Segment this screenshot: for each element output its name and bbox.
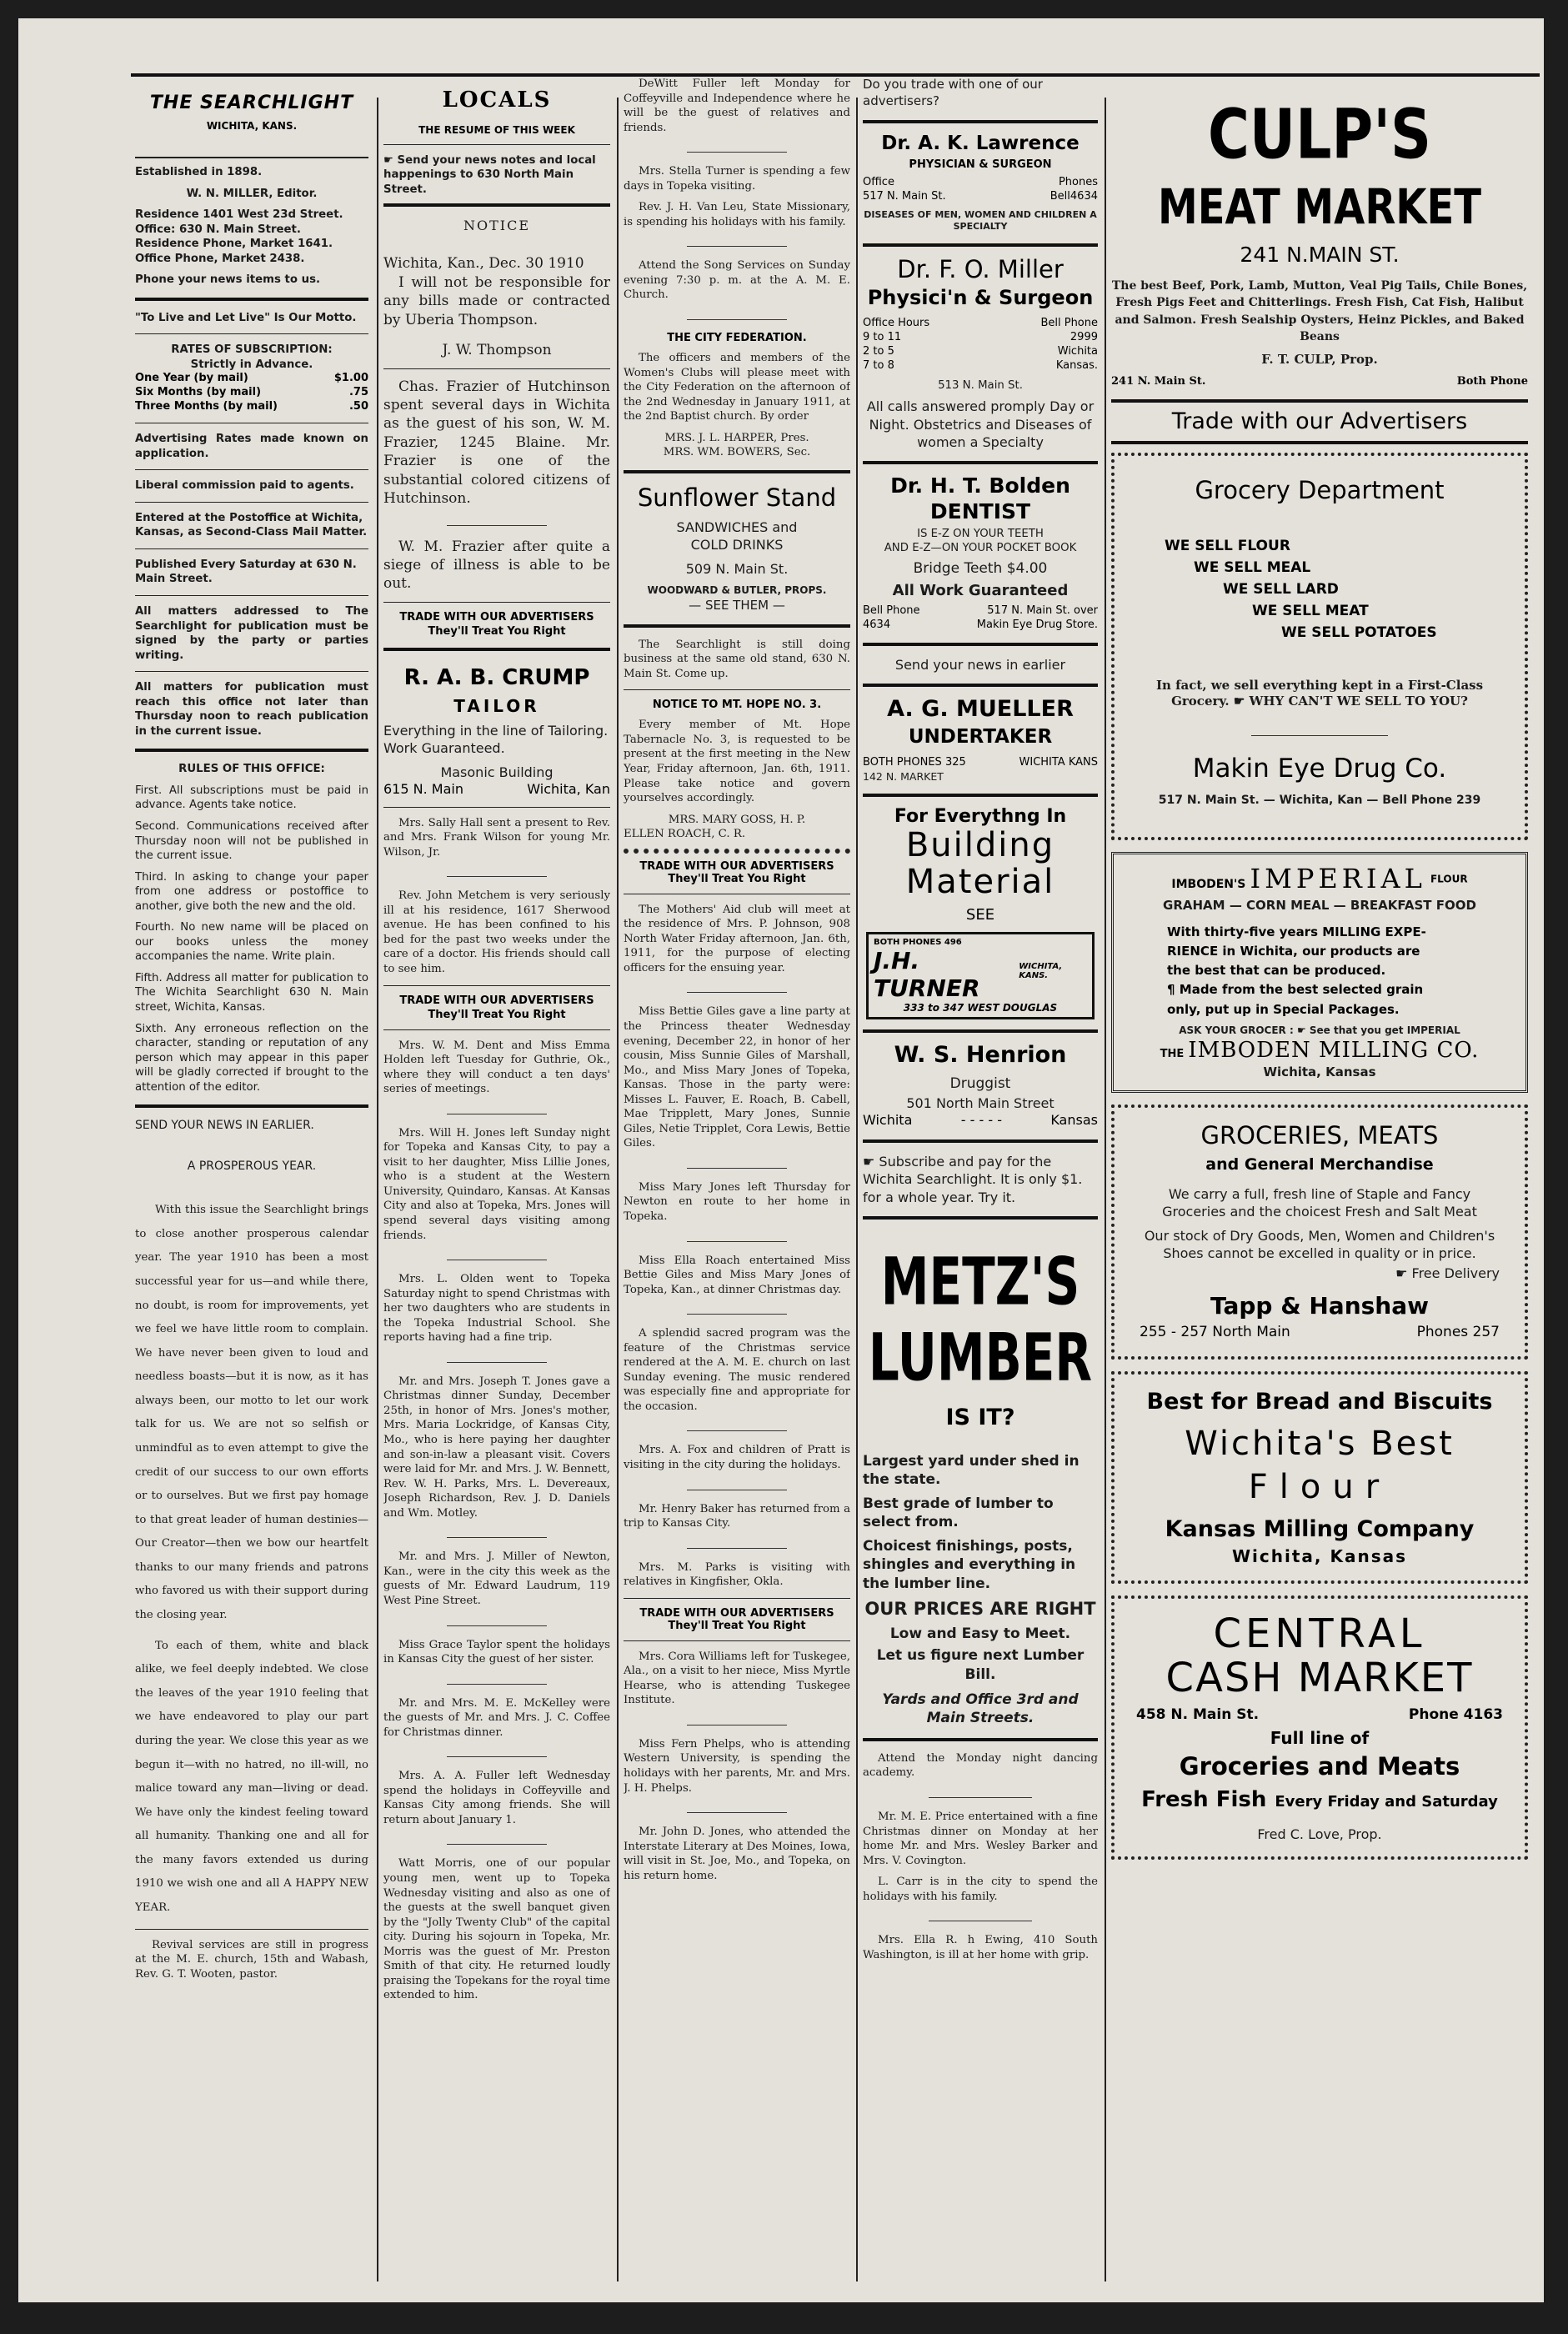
rule: Fourth. No new name will be placed on our books unless the money accompanies the name. Write plain. bbox=[135, 921, 368, 964]
masthead-title: THE SEARCHLIGHT bbox=[149, 93, 354, 113]
rules-title: RULES OF THIS OFFICE: bbox=[178, 763, 325, 776]
building-line: Material bbox=[905, 863, 1055, 902]
mueller-title: UNDERTAKER bbox=[908, 725, 1053, 748]
trade-sub: They'll Treat You Right bbox=[668, 872, 806, 885]
bolden-title: DENTIST bbox=[929, 499, 1031, 524]
tapp-ad: GROCERIES, MEATS and General Merchandise We carry a full, fresh line of Staple and Fancy Groceries and the choicest Fresh and Salt Meat Our stock of Dry Goods, Men, Women and Children's Shoes cannot be excelled in quality or in price. ☛ Free Delivery Tapp & Hanshaw 255 - 257 North Main Phones 257 bbox=[1111, 1104, 1528, 1359]
rate-row: One Year (by mail) $1.00 bbox=[135, 372, 368, 385]
column-rule bbox=[377, 98, 378, 2281]
news-item: Miss Ella Roach entertained Miss Bettie Giles and Miss Mary Jones of Topeka, Kan., at dinner Christmas day. bbox=[624, 1254, 850, 1296]
imboden-ad: IMBODEN'S IMPERIAL $^{FLOUR}$ GRAHAM — CORN MEAL — BREAKFAST FOOD With thirty-five years MILLING EXPE- RIENCE in Wichita, our products are the best that can be produced. ¶ Made from the best selected grain only, put up in Special Packages. ASK YOUR GROCER : ☛ See that you get IMPERIAL THE IMBODEN MILLING CO. Wichita, Kansas bbox=[1111, 852, 1528, 1094]
metz-question: IS IT? bbox=[945, 1405, 1015, 1431]
rule: First. All subscriptions must be paid in advance. Agents take notice. bbox=[135, 784, 368, 812]
miller-address: 513 N. Main St. bbox=[938, 378, 1023, 392]
newspaper-page bbox=[18, 18, 1544, 2302]
metz-title: LUMBER bbox=[868, 1320, 1093, 1396]
rate-row: Three Months (by mail) .50 bbox=[135, 400, 368, 413]
news-item: L. Carr is in the city to spend the holidays with his family. bbox=[863, 1876, 1098, 1903]
culp-body: The best Beef, Pork, Lamb, Mutton, Veal Pig Tails, Chile Bones, Fresh Pigs Feet and Chitterlings. Fresh Fish, Cat Fish, Halibut and Salmon. Fresh Sealship Oysters, Heinz Pickles, and Baked Beans bbox=[1111, 279, 1528, 343]
bolden-name: Dr. H. T. Bolden bbox=[890, 473, 1070, 498]
residence-phone: Residence Phone, Market 1641. bbox=[135, 238, 333, 251]
miller-title: Physici'n & Surgeon bbox=[867, 285, 1094, 309]
news-item: Mrs. A. Fox and children of Pratt is visiting in the city during the holidays. bbox=[624, 1444, 850, 1472]
advertising-rates: Advertising Rates made known on application. bbox=[135, 433, 368, 460]
prosperous-title: A PROSPEROUS YEAR. bbox=[187, 1159, 317, 1173]
news-item: Mr. Henry Baker has returned from a trip to Kansas City. bbox=[624, 1502, 850, 1530]
crump-city: Wichita, Kan bbox=[527, 780, 610, 797]
imboden-company: IMBODEN MILLING CO. bbox=[1188, 1037, 1480, 1063]
trade-banner: TRADE WITH OUR ADVERTISERS bbox=[399, 994, 594, 1007]
news-item: A splendid sacred program was the feature of the Christmas service rendered at the A. M. E. church on last Sunday evening. The music rendered was especially fine and appropriate for the occasion. bbox=[624, 1327, 850, 1413]
column-rule bbox=[1105, 98, 1106, 2281]
news-item: Mr. and Mrs. J. Miller of Newton, Kan., were in the city this week as the guests of Mr. Edward Laudrum, 119 West Pine Street. bbox=[383, 1550, 610, 1607]
column-display-ads: CULP'S MEAT MARKET 241 N.MAIN ST. The best Beef, Pork, Lamb, Mutton, Veal Pig Tails, Chile Bones, Fresh Pigs Feet and Chitterlings. Fresh Fish, Cat Fish, Halibut and Salmon. Fresh Sealship Oysters, Heinz Pickles, and Baked Beans F. T. CULP, Prop. 241 N. Main St. Both Phone Trade with our Advertisers Grocery Department WE SELL FLOUR WE SELL MEAL WE SELL LARD WE SELL MEAT WE SELL POTATOES In fact, we sell everything kept in a First-Class Grocery. ☛ WHY CAN'T WE SELL TO YOU? Makin Eye Drug Co. 517 N. Main St. — Wichita, Kan — Bell Phone 239 IMBODEN'S IMPERIAL $^{FLOUR}$ GRAHAM — CORN MEAL — BREAKFAST FOOD With thirty-five years MILLING EXPE- RIENCE in Wichita, our products are the best that can be produced. ¶ Made from the best selected grain only, put up in Special Packages. ASK YOUR GROCER : ☛ See that you get IMPERIAL THE IMBODEN MILLING CO. Wichita, Kansas GROCERIES, MEATS and General Merchandise We carry a full, fresh line of Staple and Fancy Groceries and the choicest Fresh and Salt Meat Our stock of Dry Goods, Men, Women and Children's Shoes cannot be excelled in quality or in price. ☛ Free Delivery Tapp & Hanshaw 255 - 257 North Main Phones 257 Best for Bread and Biscuits Wichita's Best Flour Kansas Milling Company Wichita, Kansas CENTRAL CASH MARKET 458 N. Main St. Phone 4163 Full line of Groceries and Meats Fresh Fish Every Friday and Saturday Fred C. Love, Prop. bbox=[1111, 77, 1528, 1871]
tapp-name: Tapp & Hanshaw bbox=[1210, 1291, 1429, 1320]
turner-logo: BOTH PHONES 496 J.H. TURNER WICHITA, KANS. 333 to 347 WEST DOUGLAS bbox=[866, 932, 1095, 1019]
federation-title: THE CITY FEDERATION. bbox=[667, 332, 807, 345]
federation-president: MRS. J. L. HARPER, Pres. bbox=[664, 431, 809, 444]
sunflower-address: 509 N. Main St. bbox=[685, 560, 789, 577]
turner-name: J.H. TURNER bbox=[874, 947, 980, 1003]
ccm-name: CASH MARKET bbox=[1165, 1654, 1474, 1701]
rule: Fifth. Address all matter for publication to The Wichita Searchlight 630 N. Main street, Wichita, Kansas. bbox=[135, 971, 368, 1014]
sunflower-props: WOODWARD & BUTLER, PROPS. bbox=[647, 584, 827, 597]
sunflower-line: COLD DRINKS bbox=[690, 536, 784, 553]
central-cash-market-ad: CENTRAL CASH MARKET 458 N. Main St. Phone 4163 Full line of Groceries and Meats Fresh Fish Every Friday and Saturday Fred C. Love, Prop. bbox=[1111, 1595, 1528, 1860]
grocery-title: Grocery Department bbox=[1195, 475, 1445, 504]
published: Published Every Saturday at 630 N. Main Street. bbox=[135, 558, 357, 586]
rates-title: RATES OF SUBSCRIPTION: bbox=[171, 343, 333, 357]
notice-date: Wichita, Kan., Dec. 30 1910 bbox=[383, 255, 584, 273]
news-item: DeWitt Fuller left Monday for Coffeyville and Independence where he will be the guest of relatives and friends. bbox=[624, 78, 850, 134]
henrion-name: W. S. Henrion bbox=[894, 1042, 1067, 1069]
send-notes: ☛ Send your news notes and local happenings to 630 North Main Street. bbox=[383, 153, 596, 196]
sunflower-see: — SEE THEM — bbox=[689, 597, 785, 613]
news-item: Rev. John Metchem is very seriously ill at his residence, 1617 Sherwood avenue. He has been confined to his bed for the past two weeks under the care of a doctor. His friends should call to see him. bbox=[383, 889, 610, 975]
crump-building: Masonic Building bbox=[440, 764, 554, 780]
news-item: Mrs. Sally Hall sent a present to Rev. and Mrs. Frank Wilson for young Mr. Wilson, Jr. bbox=[383, 816, 610, 859]
kansas-milling-name: Kansas Milling Company bbox=[1165, 1516, 1475, 1543]
entered: Entered at the Postoffice at Wichita, Kansas, as Second-Class Mail Matter. bbox=[135, 511, 368, 539]
trade-banner: TRADE WITH OUR ADVERTISERS bbox=[639, 859, 834, 873]
rate-row: Six Months (by mail) .75 bbox=[135, 386, 368, 399]
editor: W. N. MILLER, Editor. bbox=[186, 187, 318, 200]
culp-address: 241 N.MAIN ST. bbox=[1240, 242, 1400, 267]
rule: Second. Communications received after Thursday noon will not be published in the current issue. bbox=[135, 819, 368, 863]
ccm-prop: Fred C. Love, Prop. bbox=[1257, 1826, 1382, 1842]
office-phone: Office Phone, Market 2438. bbox=[135, 252, 305, 265]
established: Established in 1898. bbox=[135, 166, 263, 178]
news-item: Attend the Monday night dancing academy. bbox=[863, 1751, 1098, 1780]
lawrence-specialty: DISEASES OF MEN, WOMEN AND CHILDREN A SPECIALTY bbox=[864, 208, 1097, 233]
tapp-title: GROCERIES, MEATS bbox=[1200, 1121, 1439, 1150]
rule: Third. In asking to change your paper from one address or postoffice to another, give both the new and the old. bbox=[135, 870, 368, 913]
office-address: Office: 630 N. Main Street. bbox=[135, 223, 301, 236]
culp-title: CULP'S bbox=[1207, 95, 1432, 175]
trade-sub: They'll Treat You Right bbox=[428, 1008, 566, 1021]
lawrence-title: PHYSICIAN & SURGEON bbox=[909, 158, 1052, 171]
prosperous-p1: With this issue the Searchlight brings to close another prosperous calendar year. The year 1910 has been a most successful year for us—and while there, no doubt, is room for improvements, yet we feel we have little room to complain. We have never been given to loud and needless boasts—but it is now, as it has always been, our motto to let our work talk for us. We are not so selfish or unmindful as to even attempt to give the credit of our success to our own efforts or to ourselves. But we first pay homage to that great leader of human destinies—Our Creator—then we bow our heartfelt thanks to our many friends and patrons who favored us with their support during the closing year. bbox=[135, 1204, 368, 1622]
federation-body: The officers and members of the Women's Clubs will please meet with the City Federation on the afternoon of the 2nd Wednesday in January 1911, at the 2nd Baptist church. By order bbox=[624, 352, 850, 423]
lawrence-name: Dr. A. K. Lawrence bbox=[881, 132, 1080, 154]
news-item: Attend the Song Services on Sunday evening 7:30 p. m. at the A. M. E. Church. bbox=[624, 259, 850, 302]
column-rule bbox=[617, 98, 619, 2281]
still-doing: The Searchlight is still doing business at the same old stand, 630 N. Main St. Come up. bbox=[624, 638, 850, 680]
news-item: Miss Grace Taylor spent the holidays in Kansas City the guest of her sister. bbox=[383, 1638, 610, 1666]
locals-title: LOCALS bbox=[442, 88, 552, 113]
mt-hope-title: NOTICE TO MT. HOPE NO. 3. bbox=[652, 699, 822, 712]
news-item: Mrs. A. A. Fuller left Wednesday spend the holidays in Coffeyville and Kansas City among friends. She will return about January 1. bbox=[383, 1770, 610, 1826]
news-item: W. M. Frazier after quite a siege of illness is able to be out. bbox=[383, 538, 610, 593]
sunflower-line: SANDWICHES and bbox=[676, 518, 798, 535]
notice-body: I will not be responsible for any bills made or contracted by Uberia Thompson. bbox=[383, 273, 610, 328]
bolden-guarantee: All Work Guaranteed bbox=[892, 582, 1069, 600]
news-item: Mrs. Stella Turner is spending a few days in Topeka visiting. bbox=[624, 165, 850, 193]
trade-question: Do you trade with one of our advertisers? bbox=[863, 77, 1043, 108]
mt-hope-body: Every member of Mt. Hope Tabernacle No. 3, is requested to be present at the first meeting in the New Year, Friday afternoon, Jan. 6th, 1911. Please take notice and govern yourselves accordingly. bbox=[624, 719, 850, 805]
column-advertisements: Do you trade with one of our advertisers? Dr. A. K. Lawrence PHYSICIAN & SURGEON Office Phones 517 N. Main St. Bell4634 DISEASES OF MEN, WOMEN AND CHILDREN A SPECIALTY Dr. F. O. Miller Physici'n & Surgeon Office Hours Bell Phone 9 to 11 2999 2 to 5 Wichita 7 to 8 Kansas. 513 N. Main St. All calls answered promply Day or Night. Obstetrics and Diseases of women a Specialty Dr. H. T. Bolden DENTIST IS E-Z ON YOUR TEETH AND E-Z—ON YOUR POCKET BOOK Bridge Teeth $4.00 All Work Guaranteed Bell Phone 517 N. Main St. over 4634 Makin Eye Drug Store. Send your news in earlier A. G. MUELLER UNDERTAKER BOTH PHONES 325 WICHITA KANS 142 N. MARKET For Everythng In Building Material SEE BOTH PHONES 496 J.H. TURNER WICHITA, KANS. 333 to 347 WEST DOUGLAS W. S. Henrion Druggist 501 North Main Street Wichita - - - - - Kansas ☛ Subscribe and pay for the Wichita Searchlight. It is only $1. for a whole year. Try it. METZ'S LUMBER IS IT? Largest yard under shed in the state. Best grade of lumber to select from. Choicest finishings, posts, shingles and everything in the lumber line. OUR PRICES ARE RIGHT Low and Easy to Meet. Let us figure next Lumber Bill. Yards and Office 3rd and Main Streets. Attend the Monday night dancing academy. Mr. M. E. Price entertained with a fine Christmas dinner on Monday at her home Mr. and Mrs. Wesley Barker and Mrs. V. Covington. L. Carr is in the city to spend the holidays with his family. Mrs. Ella R. h Ewing, 410 South Washington, is ill at her home with grip. bbox=[863, 77, 1098, 1961]
news-item: Rev. J. H. Van Leu, State Missionary, is spending his holidays with his family. bbox=[624, 201, 850, 228]
column-masthead bbox=[135, 77, 368, 1988]
send-earlier: Send your news in earlier bbox=[894, 656, 1066, 673]
federation-secretary: MRS. WM. BOWERS, Sec. bbox=[663, 446, 811, 459]
mt-hope-sig: MRS. MARY GOSS, H. P. bbox=[668, 813, 806, 826]
makin-address: 517 N. Main St. — Wichita, Kan — Bell Phone 239 bbox=[1158, 794, 1481, 808]
metz-title: METZ'S bbox=[880, 1243, 1080, 1320]
miller-calls: All calls answered promply Day or Night. Obstetrics and Diseases of women a Specialty bbox=[866, 398, 1095, 450]
makin-name: Makin Eye Drug Co. bbox=[1192, 754, 1447, 784]
trade-sub: They'll Treat You Right bbox=[668, 1619, 806, 1632]
phone-items: Phone your news items to us. bbox=[135, 273, 321, 287]
resume: THE RESUME OF THIS WEEK bbox=[418, 123, 575, 136]
crump-name: R. A. B. CRUMP bbox=[403, 664, 590, 690]
grocery-ad: Grocery Department WE SELL FLOUR WE SELL MEAL WE SELL LARD WE SELL MEAT WE SELL POTATOES In fact, we sell everything kept in a First-Class Grocery. ☛ WHY CAN'T WE SELL TO YOU? Makin Eye Drug Co. 517 N. Main St. — Wichita, Kan — Bell Phone 239 bbox=[1111, 453, 1528, 840]
news-item: Chas. Frazier of Hutchinson spent several days in Wichita as the guest of his son, W. M. Frazier, 1245 Blaine. Mr. Frazier is one of the substantial colored citizens of Hutchinson. bbox=[383, 378, 610, 508]
news-item: Mrs. Will H. Jones left Sunday night for Topeka and Kansas City, to pay a visit to her daughter, Miss Lillie Jones, who is a student at the Western University, Quindaro, Kansas. At Kansas City and also at Topeka, Mrs. Jones will spend several days visiting among friends. bbox=[383, 1126, 610, 1242]
news-item: Mr. and Mrs. M. E. McKelley were the guests of Mr. and Mrs. J. C. Coffee for Christmas dinner. bbox=[383, 1696, 610, 1739]
crump-title: TAILOR bbox=[453, 695, 540, 716]
news-item: Miss Bettie Giles gave a line party at the Princess theater Wednesday evening, December 22, in honor of her cousin, Miss Sunnie Giles of Marshall, Mo., and Miss Mary Jones of Topeka, Kansas. Those in the party were: Misses L. Fauver, E. Roach, B. Cabell, Mae Tripplett, Mary Jones, Sunnie Giles, Netie Tripplet, Cora Lewis, Bettie Giles. bbox=[624, 1005, 850, 1150]
trade-sub: They'll Treat You Right bbox=[428, 624, 566, 638]
rates-strict: Strictly in Advance. bbox=[190, 358, 313, 371]
sunflower-title: Sunflower Stand bbox=[637, 483, 837, 512]
all-matters-2: All matters for publication must reach this office not later than Thursday noon to reach publication in the current issue. bbox=[135, 681, 368, 738]
news-item: Mrs. Cora Williams left for Tuskegee, Ala., on a visit to her niece, Miss Myrtle Hearse, who is attending Tuskegee Institute. bbox=[624, 1650, 850, 1707]
building-line: For Everythng In bbox=[894, 806, 1067, 828]
crump-address: 615 N. Main bbox=[383, 780, 463, 797]
news-item: The Mothers' Aid club will meet at the residence of Mrs. P. Johnson, 908 North Water Friday afternoon, Jan. 6th, 1911, for the purpose of electing officers for the ensuing year. bbox=[624, 903, 850, 974]
trade-banner: TRADE WITH OUR ADVERTISERS bbox=[399, 610, 594, 624]
building-see: SEE bbox=[965, 906, 995, 924]
news-item: Mrs. M. Parks is visiting with relatives in Kingfisher, Okla. bbox=[624, 1560, 850, 1589]
miller-name: Dr. F. O. Miller bbox=[897, 255, 1064, 283]
motto: "To Live and Let Live" Is Our Motto. bbox=[135, 311, 357, 324]
bolden-bridge: Bridge Teeth $4.00 bbox=[913, 559, 1048, 577]
revival: Revival services are still in progress at the M. E. church, 15th and Wabash, Rev. G. T. Wooten, pastor. bbox=[135, 1938, 368, 1981]
column-rule bbox=[856, 98, 858, 2281]
building-line: Building bbox=[905, 826, 1055, 865]
mueller-name: A. G. MUELLER bbox=[887, 695, 1074, 722]
news-item: Miss Fern Phelps, who is attending Western University, is spending the holidays with her parents, Mr. and Mrs. J. H. Phelps. bbox=[624, 1737, 850, 1795]
commission: Liberal commission paid to agents. bbox=[135, 479, 354, 493]
culp-prop: F. T. CULP, Prop. bbox=[1261, 352, 1378, 368]
column-locals bbox=[383, 77, 610, 2010]
news-item: Mr. and Mrs. Joseph T. Jones gave a Christmas dinner Sunday, December 25th, in honor of Mrs. Jones's mother, Mrs. Maria Lockridge, of Kansas City, Mo., who is here paying her daughter and son-in-law a pleasant visit. Covers were laid for Mr. and Mrs. J. W. Bennett, Rev. W. H. Parks, Mrs. L. Devereaux, Joseph Richardson, Rev. J. D. Daniels and Wm. Motley. bbox=[383, 1375, 610, 1520]
rule: Sixth. Any erroneous reflection on the character, standing or reputation of any person which may appear in this paper will be gladly corrected if brought to the attention of the editor. bbox=[135, 1022, 368, 1094]
news-item: Mr. John D. Jones, who attended the Interstate Literary at Des Moines, Iowa, will visit in St. Joe, Mo., and Topeka, on his return home. bbox=[624, 1826, 850, 1882]
send-news: SEND YOUR NEWS IN EARLIER. bbox=[135, 1119, 314, 1133]
subscribe: ☛ Subscribe and pay for the Wichita Searchlight. It is only $1. for a whole year. Try it. bbox=[863, 1154, 1083, 1205]
news-item: Mrs. Ella R. h Ewing, 410 South Washington, is ill at her home with grip. bbox=[863, 1934, 1098, 1961]
trade-banner: TRADE WITH OUR ADVERTISERS bbox=[639, 1606, 834, 1620]
imboden-brand: IMPERIAL bbox=[1250, 862, 1426, 894]
notice-signature: J. W. Thompson bbox=[442, 342, 552, 359]
crump-body: Everything in the line of Tailoring. Work Guaranteed. bbox=[383, 722, 609, 756]
kansas-milling-ad: Best for Bread and Biscuits Wichita's Best Flour Kansas Milling Company Wichita, Kansas bbox=[1111, 1371, 1528, 1584]
all-matters: All matters addressed to The Searchlight for publication must be signed by the party or parties writing. bbox=[135, 604, 368, 662]
news-item: Watt Morris, one of our popular young men, went up to Topeka Wednesday visiting and also as one of the guests at the swell banquet given by the "Jolly Twenty Club" of the capital city. During his sojourn in Topeka, Mr. Morris was the guest of Mr. Preston Smith of that city. He returned loudly praising the Topekans for the royal time extended to him. bbox=[383, 1857, 610, 2002]
news-item: Miss Mary Jones left Thursday for Newton en route to her home in Topeka. bbox=[624, 1180, 850, 1223]
culp-title: MEAT MARKET bbox=[1157, 179, 1482, 236]
masthead-dateline: WICHITA, KANS. bbox=[206, 120, 298, 133]
trade-with-advertisers: Trade with our Advertisers bbox=[1171, 408, 1468, 434]
notice-title: NOTICE bbox=[463, 218, 531, 234]
column-news bbox=[624, 77, 850, 1890]
prosperous-p2: To each of them, white and black alike, we feel deeply indebted. We close the leaves of the year 1910 feeling that we have endeavored to play our part during the year. We close this year as we begun it—with no hatred, no ill-will, no malice toward any man—living or dead. We have only the kindest feeling toward all humanity. Thanking one and all for the many favors extended us during 1910 we wish one and all A HAPPY NEW YEAR. bbox=[135, 1639, 368, 1914]
news-item: Mrs. L. Olden went to Topeka Saturday night to spend Christmas with her two daughters who are students in the Topeka Industrial School. She reports having had a fine trip. bbox=[383, 1273, 610, 1345]
mt-hope-sig: ELLEN ROACH, C. R. bbox=[624, 828, 746, 841]
news-item: Mr. M. E. Price entertained with a fine Christmas dinner on Monday at her home Mr. and Mrs. Wesley Barker and Mrs. V. Covington. bbox=[863, 1810, 1098, 1867]
grocery-fact: In fact, we sell everything kept in a First-Class Grocery. ☛ WHY CAN'T WE SELL TO YOU? bbox=[1155, 677, 1484, 709]
residence: Residence 1401 West 23d Street. bbox=[135, 208, 343, 222]
news-item: Mrs. W. M. Dent and Miss Emma Holden left Tuesday for Guthrie, Ok., where they will conduct a ten days' series of meetings. bbox=[383, 1039, 610, 1096]
